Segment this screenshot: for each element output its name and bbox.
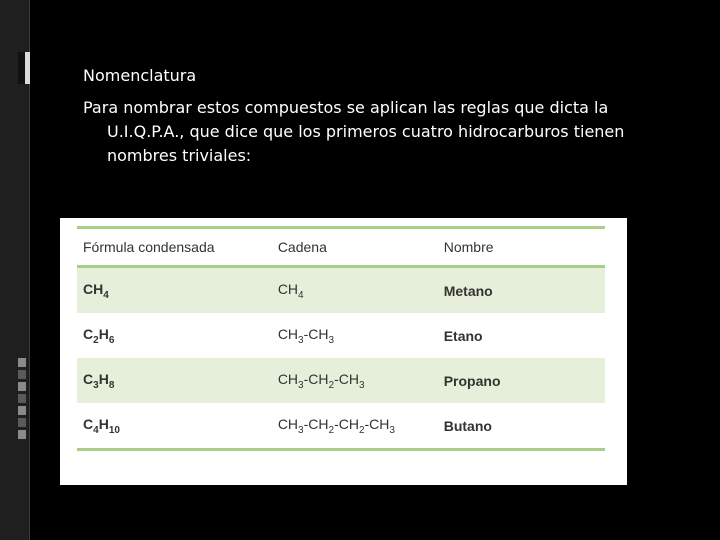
name-cell: Metano <box>438 267 605 314</box>
formula-cell: $CH_4$ <box>77 267 272 314</box>
table-row <box>77 267 605 314</box>
slide-paragraph: Para nombrar estos compuestos se aplican las reglas que dicta la U.I.Q.P.A., que dice que los primeros cuatro hidrocarburos tienen nombres triviales: <box>83 98 625 165</box>
formula-cell: $C_3H_8$ <box>77 358 272 403</box>
table-row <box>77 403 605 450</box>
chain-cell: $CH_3-CH_2-CH_2-CH_3$ <box>272 403 438 450</box>
slide-title: Nomenclatura <box>83 66 197 85</box>
table-row <box>77 358 605 403</box>
title-accent-mark <box>18 52 30 84</box>
header-formula: Fórmula condensada <box>77 228 272 267</box>
name-cell: Etano <box>443 327 483 344</box>
chain-cell: $CH_3-CH_2-CH_3$ <box>272 358 438 403</box>
chain-cell: $CH_4$ <box>272 267 438 314</box>
formula-cell: $C_2H_6$ <box>83 325 115 346</box>
chain-cell: $CH_3-CH_3$ <box>277 325 335 346</box>
nomenclature-table-image <box>60 218 627 485</box>
sidebar-decoration-stack <box>18 358 26 442</box>
header-chain: Cadena <box>272 228 438 267</box>
name-cell: Butano <box>438 403 605 450</box>
nomenclature-table <box>77 226 605 451</box>
name-cell: Propano <box>438 358 605 403</box>
header-name: Nombre <box>438 228 605 267</box>
formula-cell: $C_4H_{10}$ <box>77 403 272 450</box>
table-row <box>77 313 605 358</box>
table-header-row <box>77 228 605 267</box>
